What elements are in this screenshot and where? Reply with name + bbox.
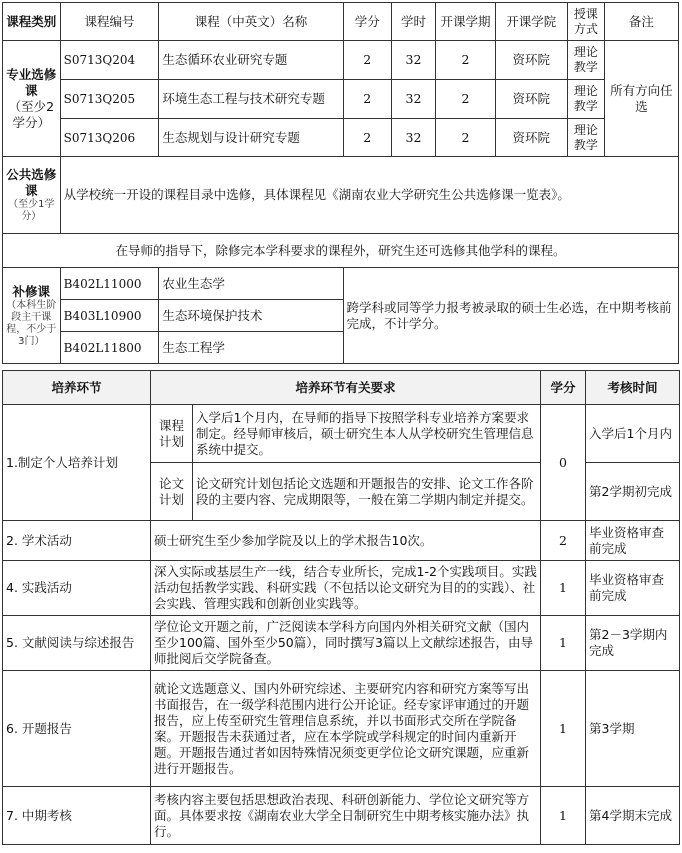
requirement-text: 深入实际或基层生产一线，结合专业所长，完成1-2个实践项目。实践活动包括教学实践、科研实践（不包括以论文研究为目的的实践）、社会实践、管理实践和创新创业实践等。 (151, 561, 541, 616)
course-college: 资环院 (495, 80, 567, 119)
professional-elective-category (3, 41, 61, 157)
header-category: 课程类别 (3, 3, 61, 41)
stage-credit: 0 (541, 405, 586, 521)
table-row (3, 157, 679, 234)
course-name: 生态工程学 (159, 332, 343, 364)
stage-time: 毕业资格审查前完成 (586, 561, 680, 616)
training-header-row (3, 371, 680, 405)
course-header-row (3, 3, 679, 41)
course-hours: 32 (391, 80, 435, 119)
header-name: 课程（中英文）名称 (159, 3, 343, 41)
course-table (2, 2, 679, 364)
stage-label: 6. 开题报告 (3, 671, 151, 787)
table-row (3, 405, 680, 463)
requirement-text: 学位论文开题之前，广泛阅读本学科方向国内外相关研究文献（国内至少100篇、国外至少50篇），同时撰写3篇以上文献综述报告，由导师批阅后交学院备查。 (151, 616, 541, 671)
public-elective-text: 从学校统一开设的课程目录中选修，具体课程见《湖南农业大学研究生公共选修课一览表》。 (60, 157, 678, 234)
supplementary-sub: （本科生阶段主干课程，不少于3门） (6, 299, 57, 347)
header-code: 课程编号 (60, 3, 159, 41)
header-college: 开课学院 (495, 3, 567, 41)
course-code: B402L11800 (60, 332, 159, 364)
course-name: 生态环境保护技术 (159, 300, 343, 332)
header-credit: 学分 (343, 3, 391, 41)
stage-time: 第2学期初完成 (586, 463, 680, 521)
supplementary-remark: 跨学科或同等学力报考被录取的硕士生必选，在中期考核前完成，不计学分。 (343, 268, 678, 364)
course-college: 资环院 (495, 119, 567, 157)
course-name: 生态循环农业研究专题 (159, 41, 343, 80)
stage-credit: 1 (541, 561, 586, 616)
professional-elective-remark: 所有方向任选 (604, 41, 678, 157)
supplementary-category (3, 268, 61, 364)
stage-label: 2. 学术活动 (3, 521, 151, 561)
sub-label: 论文计划 (151, 463, 193, 521)
course-code: S0713Q204 (60, 41, 159, 80)
course-method: 理论教学 (567, 119, 604, 157)
stage-time: 第3学期 (586, 671, 680, 787)
training-table (2, 370, 680, 845)
header-credit: 学分 (541, 371, 586, 405)
course-name: 环境生态工程与技术研究专题 (159, 80, 343, 119)
header-method: 授课方式 (567, 3, 604, 41)
stage-credit: 1 (541, 671, 586, 787)
requirement-text: 论文研究计划包括论文选题和开题报告的安排、论文工作各阶段的主要内容、完成期限等，一般在第二学期内制定并提交。 (193, 463, 541, 521)
requirement-text: 就论文选题意义、国内外研究综述、主要研究内容和研究方案等写出书面报告，在一级学科范围内进行公开论证。经专家评审通过的开题报告，应上传至研究生管理信息系统，并以书面形式交所在学院备案。开题报告未获通过者，应在本学院或学科规定的时间内重新开题。开题报告通过者如因特殊情况须变更学位论文研究课题，应重新进行开题报告。 (151, 671, 541, 787)
header-requirement: 培养环节有关要求 (151, 371, 541, 405)
course-semester: 2 (436, 41, 496, 80)
table-row (3, 41, 679, 80)
table-row (3, 234, 679, 268)
stage-time: 第4学期末完成 (586, 787, 680, 845)
stage-label: 7. 中期考核 (3, 787, 151, 845)
header-semester: 开课学期 (436, 3, 496, 41)
sub-label: 课程计划 (151, 405, 193, 463)
table-row (3, 787, 680, 845)
course-method: 理论教学 (567, 41, 604, 80)
stage-credit: 1 (541, 787, 586, 845)
stage-time: 入学后1个月内 (586, 405, 680, 463)
table-row (3, 521, 680, 561)
course-credit: 2 (343, 41, 391, 80)
course-code: S0713Q206 (60, 119, 159, 157)
course-hours: 32 (391, 119, 435, 157)
stage-credit: 1 (541, 616, 586, 671)
course-name: 生态规划与设计研究专题 (159, 119, 343, 157)
requirement-text: 考核内容主要包括思想政治表现、科研创新能力、学位论文研究等方面。具体要求按《湖南农业大学全日制研究生中期考核实施办法》执行。 (151, 787, 541, 845)
table-row (3, 80, 679, 119)
stage-time: 毕业资格审查前完成 (586, 521, 680, 561)
course-code: B402L11000 (60, 268, 159, 300)
stage-credit: 2 (541, 521, 586, 561)
guidance-note: 在导师的指导下，除修完本学科要求的课程外，研究生还可选修其他学科的课程。 (3, 234, 679, 268)
stage-label: 1.制定个人培养计划 (3, 405, 151, 521)
course-hours: 32 (391, 41, 435, 80)
table-row (3, 268, 679, 300)
requirement-text: 入学后1个月内，在导师的指导下按照学科专业培养方案要求制定。经导师审核后，硕士研究生本人从学校研究生管理信息系统中提交。 (193, 405, 541, 463)
course-name: 农业生态学 (159, 268, 343, 300)
public-elective-sub: （至少1学分） (8, 199, 55, 222)
table-row (3, 561, 680, 616)
course-credit: 2 (343, 80, 391, 119)
supplementary-label: 补修课 (12, 283, 51, 299)
course-method: 理论教学 (567, 80, 604, 119)
header-time: 考核时间 (586, 371, 680, 405)
course-college: 资环院 (495, 41, 567, 80)
header-hours: 学时 (391, 3, 435, 41)
stage-label: 4. 实践活动 (3, 561, 151, 616)
professional-elective-label: 专业选修课 (6, 66, 57, 98)
course-code: S0713Q205 (60, 80, 159, 119)
table-row (3, 616, 680, 671)
stage-time: 第2－3学期内完成 (586, 616, 680, 671)
header-stage: 培养环节 (3, 371, 151, 405)
header-remark: 备注 (604, 3, 678, 41)
course-semester: 2 (436, 80, 496, 119)
course-code: B403L10900 (60, 300, 159, 332)
public-elective-category (3, 157, 61, 234)
requirement-text: 硕士研究生至少参加学院及以上的学术报告10次。 (151, 521, 541, 561)
course-credit: 2 (343, 119, 391, 157)
course-semester: 2 (436, 119, 496, 157)
table-row (3, 671, 680, 787)
public-elective-label: 公共选修课 (6, 167, 57, 198)
stage-label: 5. 文献阅读与综述报告 (3, 616, 151, 671)
professional-elective-sub: （至少2学分） (8, 98, 55, 130)
table-row (3, 119, 679, 157)
